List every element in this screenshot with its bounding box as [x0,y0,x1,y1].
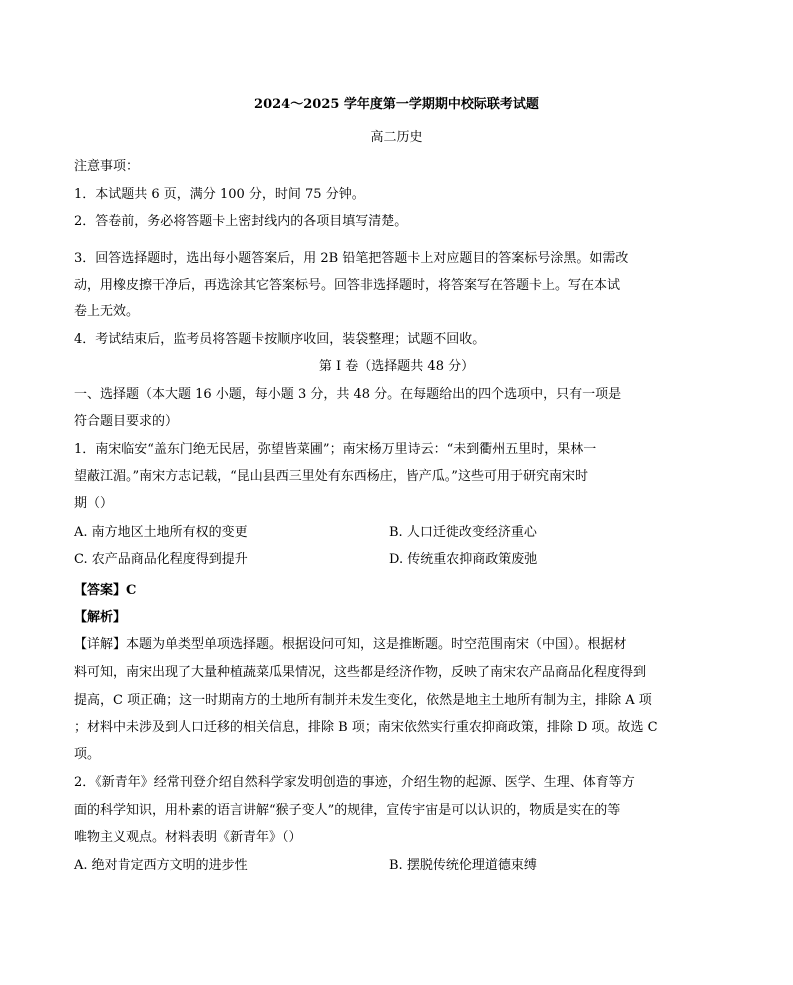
note-item: 动，用橡皮擦干净后，再选涂其它答案标号。回答非选择题时，将答案写在答题卡上。写在本试 [74,278,621,293]
notes-heading: 注意事项： [74,159,140,174]
q1-option-a: A. 南方地区土地所有权的变更 [74,525,248,540]
q1-analysis-line: 料可知，南宋出现了大量种植蔬菜瓜果情况，这些都是经济作物，反映了南宋农产品商品化程度得到 [74,665,647,680]
section-intro: 符合题目要求的） [74,414,179,429]
note-item: 1．本试题共 6 页，满分 100 分，时间 75 分钟。 [74,187,365,202]
exam-title: 2024～2025 学年度第一学期期中校际联考试题 [254,97,539,112]
note-item: 2．答卷前，务必将答题卡上密封线内的各项目填写清楚。 [74,214,408,229]
q2-stem: 2．《新青年》经常刊登介绍自然科学家发明创造的事迹，介绍生物的起源、医学、生理、体育等方 [74,775,635,790]
q1-stem: 望蔽江湄。”南宋方志记载，“昆山县西三里处有东西杨庄，皆产瓜。”这些可用于研究南宋时 [74,469,588,484]
section-title: 第 I 卷（选择题共 48 分） [318,359,475,374]
q1-analysis-line: 【详解】本题为单类型单项选择题。根据设问可知，这是推断题。时空范围南宋（中国）。根据材 [74,637,627,652]
q1-option-d: D. 传统重农抑商政策废弛 [389,552,538,567]
q1-analysis-line: 项。 [74,747,101,762]
q2-option-a: A. 绝对肯定西方文明的进步性 [74,858,248,873]
q2-option-b: B. 摆脱传统伦理道德束缚 [389,858,537,873]
section-intro: 一、选择题（本大题 16 小题，每小题 3 分，共 48 分。在每题给出的四个选项中，只有一项是 [74,387,622,402]
q1-option-b: B. 人口迁徙改变经济重心 [389,525,537,540]
note-item: 卷上无效。 [74,304,140,319]
note-item: 4．考试结束后，监考员将答题卡按顺序收回，装袋整理；试题不回收。 [74,332,486,347]
note-item: 3．回答选择题时，选出每小题答案后，用 2B 铅笔把答题卡上对应题目的答案标号涂黑。如需改 [74,251,629,266]
q2-stem: 唯物主义观点。材料表明《新青年》（） [74,830,302,845]
q1-analysis-line: 提高，C 项正确；这一时期南方的土地所有制并未发生变化，依然是地主土地所有制为主，排除 A 项 [74,693,652,708]
exam-subject: 高二历史 [370,130,423,145]
q1-answer: 【答案】C [74,583,137,598]
q1-analysis-line: ；材料中未涉及到人口迁移的相关信息，排除 B 项；南宋依然实行重农抑商政策，排除 D 项。故选 C [74,720,658,735]
q1-stem: 1．南宋临安“盖东门绝无民居，弥望皆菜圃”；南宋杨万里诗云：“未到衢州五里时，果林一 [74,442,597,457]
q1-option-c: C. 农产品商品化程度得到提升 [74,552,248,567]
q1-stem: 期（） [74,496,114,511]
q1-analysis-label: 【解析】 [74,610,127,625]
q2-stem: 面的科学知识，用朴素的语言讲解“猴子变人”的规律，宣传宇宙是可以认识的，物质是实在的等 [74,803,621,818]
